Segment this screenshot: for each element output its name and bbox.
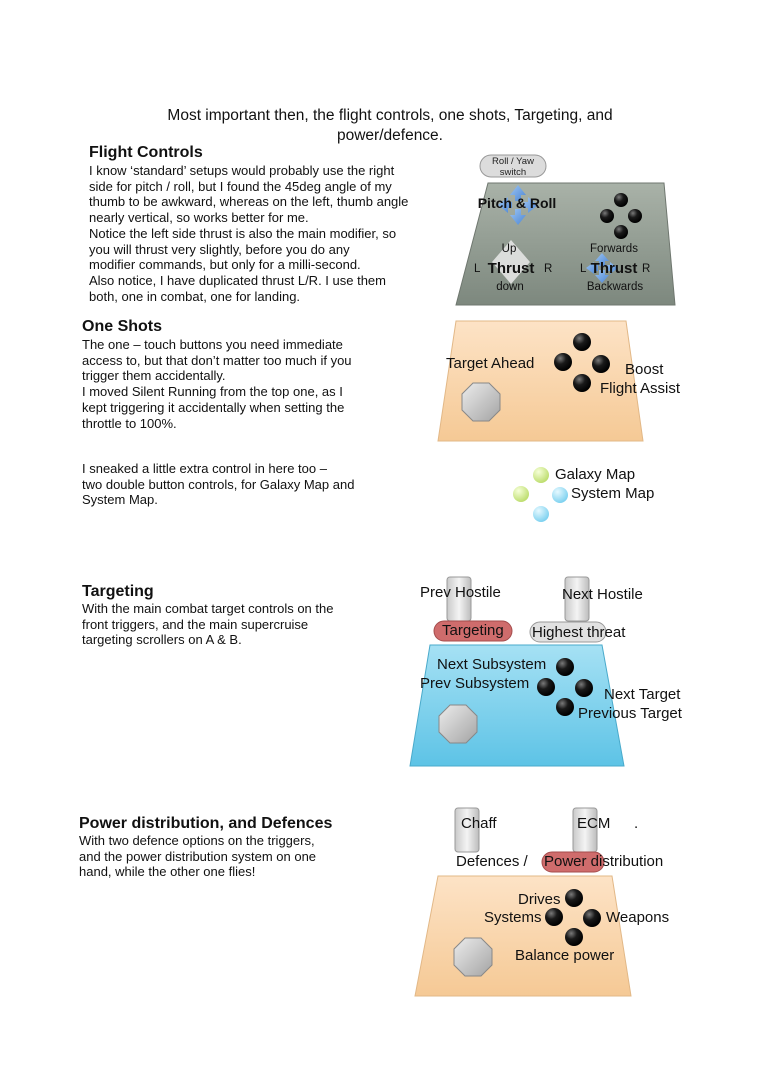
paragraph-line: nearly vertical, so works better for me. [89, 210, 309, 226]
one-shots-octagon-button[interactable] [462, 383, 500, 421]
galaxy-map-button-top[interactable] [533, 467, 549, 483]
highest-threat-label: Highest threat [532, 624, 626, 641]
prev-hostile-label: Prev Hostile [420, 584, 501, 601]
paragraph-line: Notice the left side thrust is also the main modifier, so [89, 225, 397, 241]
flight-button-left[interactable] [600, 209, 614, 223]
galaxy-map-label: Galaxy Map [555, 466, 636, 483]
switch-label-1: Roll / Yaw [492, 156, 534, 167]
previous-target-label: Previous Target [578, 705, 682, 722]
power-octagon-button[interactable] [454, 938, 492, 976]
paragraph-line: trigger them accidentally. [82, 368, 226, 384]
intro-line-1: Most important then, the flight controls, one shots, Targeting, and [167, 107, 613, 124]
map-buttons-diagram [513, 466, 654, 522]
boost-label: Boost [625, 361, 664, 378]
left-thrust-label: Thrust [487, 260, 535, 277]
target-button-bottom[interactable] [556, 698, 574, 716]
flight-button-right[interactable] [628, 209, 642, 223]
flight-controls-diagram [456, 155, 675, 305]
drives-button[interactable] [565, 889, 583, 907]
paragraph-line: modifier commands, but only for a milli-second. [89, 257, 361, 273]
right-thrust-left-label: L [580, 263, 587, 275]
thrust-right-label: R [544, 263, 553, 275]
systems-label: Systems [484, 909, 542, 926]
weapons-button[interactable] [583, 909, 601, 927]
targeting-title: Targeting [82, 583, 154, 600]
paragraph-line: System Map. [82, 492, 158, 508]
paragraph-line: hand, while the other one flies! [79, 864, 256, 880]
targeting-label: Targeting [442, 622, 504, 639]
thrust-left-label: L [474, 263, 481, 275]
target-ahead-label: Target Ahead [446, 355, 535, 372]
defences-label: Defences / [456, 853, 528, 870]
one-shots-title: One Shots [82, 318, 163, 335]
system-map-button-right[interactable] [552, 487, 568, 503]
paragraph-line: both, one in combat, one for landing. [89, 288, 301, 304]
paragraph-line: kept triggering it accidentally when setting the [82, 399, 345, 415]
targeting-diagram [410, 577, 683, 766]
next-subsystem-label: Next Subsystem [437, 656, 547, 673]
paragraph-line: I know ‘standard’ setups would probably use the right [89, 163, 395, 178]
target-button-left[interactable] [537, 678, 555, 696]
thrust-backwards-label: Backwards [586, 281, 644, 293]
one-shots-diagram [438, 321, 681, 441]
flight-button-bottom[interactable] [614, 225, 628, 239]
flight-assist-label: Flight Assist [600, 380, 681, 397]
one-shot-button-top[interactable] [573, 333, 591, 351]
next-hostile-label: Next Hostile [562, 586, 643, 603]
power-title: Power distribution, and Defences [79, 815, 333, 832]
galaxy-map-button-left[interactable] [513, 486, 529, 502]
intro-line-2: power/defence. [337, 127, 443, 144]
flight-button-top[interactable] [614, 193, 628, 207]
paragraph-line: The one – touch buttons you need immediate [82, 337, 343, 352]
balance-power-label: Balance power [515, 947, 615, 964]
prev-subsystem-label: Prev Subsystem [420, 675, 530, 692]
one-shot-button-bottom[interactable] [573, 374, 591, 392]
target-button-top[interactable] [556, 658, 574, 676]
weapons-label: Weapons [606, 909, 670, 926]
systems-button[interactable] [545, 908, 563, 926]
target-button-right[interactable] [575, 679, 593, 697]
system-map-button-bottom[interactable] [533, 506, 549, 522]
paragraph-line: and the power distribution system on one [79, 848, 317, 864]
chaff-label: Chaff [461, 815, 497, 832]
switch-label-2: switch [499, 167, 527, 178]
ecm-label: ECM [577, 815, 611, 832]
paragraph-line: access to, but that don’t matter too much if you [82, 352, 352, 368]
right-thrust-right-label: R [642, 263, 651, 275]
paragraph-line: thumb to be awkward, whereas on the left, thumb angle [89, 194, 409, 210]
ecm-dot: . [634, 815, 639, 832]
paragraph-line: you will thrust very slightly, before you do any [89, 241, 350, 257]
thrust-forwards-label: Forwards [590, 243, 638, 255]
paragraph-line: With the main combat target controls on the [82, 601, 334, 616]
paragraph-line: With two defence options on the triggers, [79, 833, 315, 848]
flight-controls-title: Flight Controls [89, 144, 203, 161]
power-diagram [415, 808, 669, 996]
paragraph-line: I moved Silent Running from the top one, as I [82, 384, 343, 400]
paragraph-line: throttle to 100%. [82, 415, 177, 431]
next-target-label: Next Target [604, 686, 681, 703]
drives-label: Drives [518, 891, 561, 908]
paragraph-line: two double button controls, for Galaxy Map and [82, 476, 355, 492]
thrust-up-label: Up [501, 243, 517, 255]
power-distribution-label: Power distribution [544, 853, 664, 870]
balance-power-button[interactable] [565, 928, 583, 946]
paragraph-line: front triggers, and the main supercruise [82, 616, 309, 632]
paragraph-line: I sneaked a little extra control in here too – [82, 461, 327, 476]
thrust-down-label: down [496, 281, 524, 293]
pitch-roll-label: Pitch & Roll [477, 195, 557, 211]
targeting-octagon-button[interactable] [439, 705, 477, 743]
one-shot-button-left[interactable] [554, 353, 572, 371]
paragraph-line: targeting scrollers on A & B. [82, 632, 242, 648]
system-map-label: System Map [571, 485, 655, 502]
right-thrust-label: Thrust [590, 260, 638, 277]
paragraph-line: side for pitch / roll, but I found the 45deg angle of my [89, 178, 392, 194]
paragraph-line: Also notice, I have duplicated thrust L/R. I use them [89, 272, 386, 288]
one-shot-button-right[interactable] [592, 355, 610, 373]
